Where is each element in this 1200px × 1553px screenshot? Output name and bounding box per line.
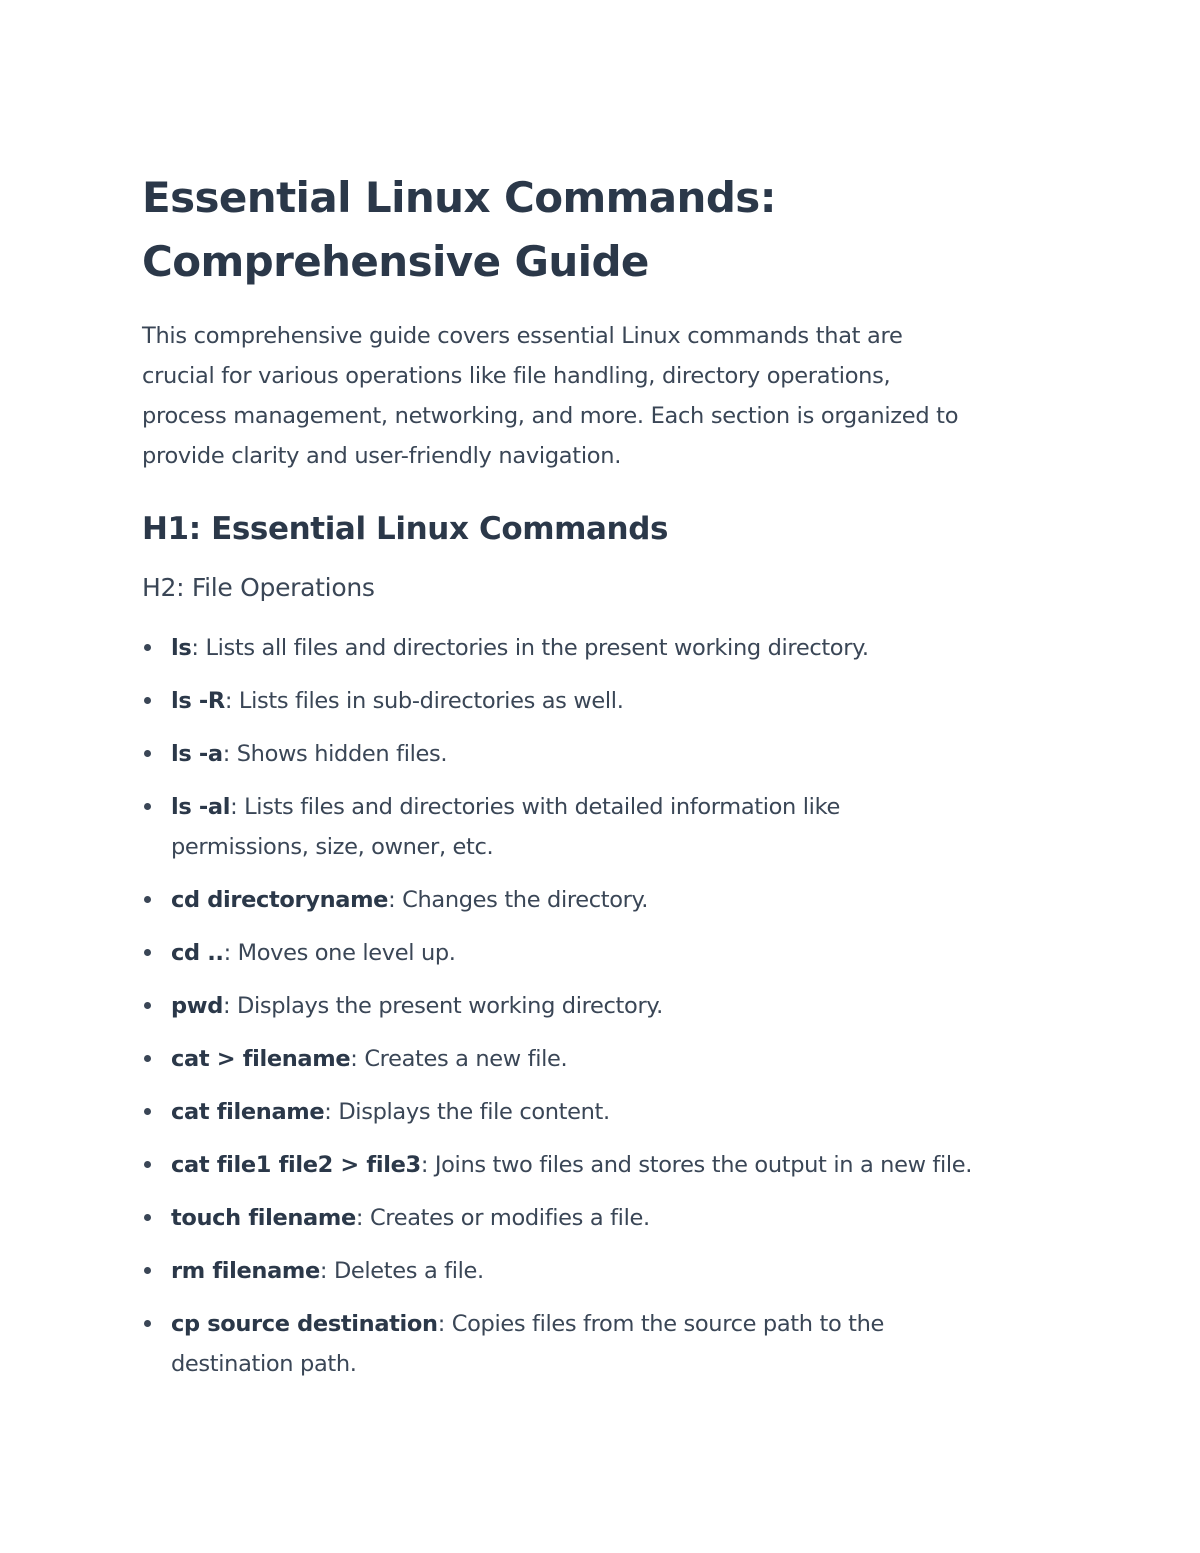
list-item: [142, 681, 1071, 721]
intro-line: This comprehensive guide covers essential Linux commands that are: [142, 323, 903, 349]
list-item: [142, 986, 1071, 1026]
list-item: [142, 880, 1071, 920]
bullet-icon: [144, 697, 151, 704]
list-item: [142, 787, 1071, 867]
intro-line: process management, networking, and more. Each section is organized to: [142, 403, 959, 429]
command-name: cp source destination: [171, 1311, 438, 1337]
title-line-2: Comprehensive Guide: [142, 237, 649, 286]
command-description: : Displays the file content.: [324, 1099, 610, 1125]
bullet-icon: [144, 896, 151, 903]
list-item: [142, 1039, 1071, 1079]
command-description: : Changes the directory.: [388, 887, 649, 913]
bullet-icon: [144, 949, 151, 956]
list-item: [142, 1251, 1071, 1291]
command-name: cd directoryname: [171, 887, 389, 913]
command-name: ls -al: [171, 794, 231, 820]
list-item: [142, 628, 1071, 668]
command-list: [142, 628, 1062, 1384]
command-name: rm filename: [171, 1258, 320, 1284]
bullet-icon: [144, 644, 151, 651]
command-description-continued: destination path.: [171, 1351, 357, 1377]
bullet-icon: [144, 750, 151, 757]
command-description: : Creates or modifies a file.: [355, 1205, 650, 1231]
command-name: cd ..: [171, 940, 224, 966]
command-description: : Deletes a file.: [319, 1258, 484, 1284]
bullet-icon: [144, 1320, 151, 1327]
command-description: : Lists files in sub-directories as well.: [224, 688, 624, 714]
bullet-icon: [144, 1214, 151, 1221]
list-item: [142, 1092, 1071, 1132]
list-item: [142, 933, 1071, 973]
bullet-icon: [144, 1055, 151, 1062]
command-name: touch filename: [171, 1205, 356, 1231]
list-item: [142, 1304, 1071, 1384]
list-item: [142, 1145, 1071, 1185]
command-name: ls: [171, 635, 192, 661]
command-name: pwd: [171, 993, 223, 1019]
command-description: : Copies files from the source path to the: [437, 1311, 885, 1337]
command-name: ls -a: [171, 741, 223, 767]
command-description: : Lists all files and directories in the present working directory.: [191, 635, 869, 661]
intro-paragraph: [142, 316, 1062, 476]
document-page: [142, 166, 1062, 1397]
intro-line: provide clarity and user-friendly navigation.: [142, 443, 622, 469]
subsection-heading: H2: File Operations: [142, 573, 375, 602]
title-line-1: Essential Linux Commands:: [142, 173, 776, 222]
command-description: : Lists files and directories with detailed information like: [230, 794, 840, 820]
command-description: : Joins two files and stores the output in a new file.: [420, 1152, 973, 1178]
section-heading: H1: Essential Linux Commands: [142, 511, 669, 547]
command-name: cat filename: [171, 1099, 325, 1125]
bullet-icon: [144, 803, 151, 810]
bullet-icon: [144, 1002, 151, 1009]
command-description-continued: permissions, size, owner, etc.: [171, 834, 494, 860]
command-name: cat file1 file2 > file3: [171, 1152, 421, 1178]
bullet-icon: [144, 1267, 151, 1274]
list-item: [142, 734, 1071, 774]
document-title: [142, 166, 1062, 294]
command-description: : Creates a new file.: [350, 1046, 568, 1072]
command-name: cat > filename: [171, 1046, 351, 1072]
command-description: : Displays the present working directory.: [222, 993, 663, 1019]
intro-line: crucial for various operations like file handling, directory operations,: [142, 363, 891, 389]
command-name: ls -R: [171, 688, 225, 714]
bullet-icon: [144, 1161, 151, 1168]
command-description: : Shows hidden files.: [222, 741, 448, 767]
bullet-icon: [144, 1108, 151, 1115]
list-item: [142, 1198, 1071, 1238]
command-description: : Moves one level up.: [223, 940, 456, 966]
